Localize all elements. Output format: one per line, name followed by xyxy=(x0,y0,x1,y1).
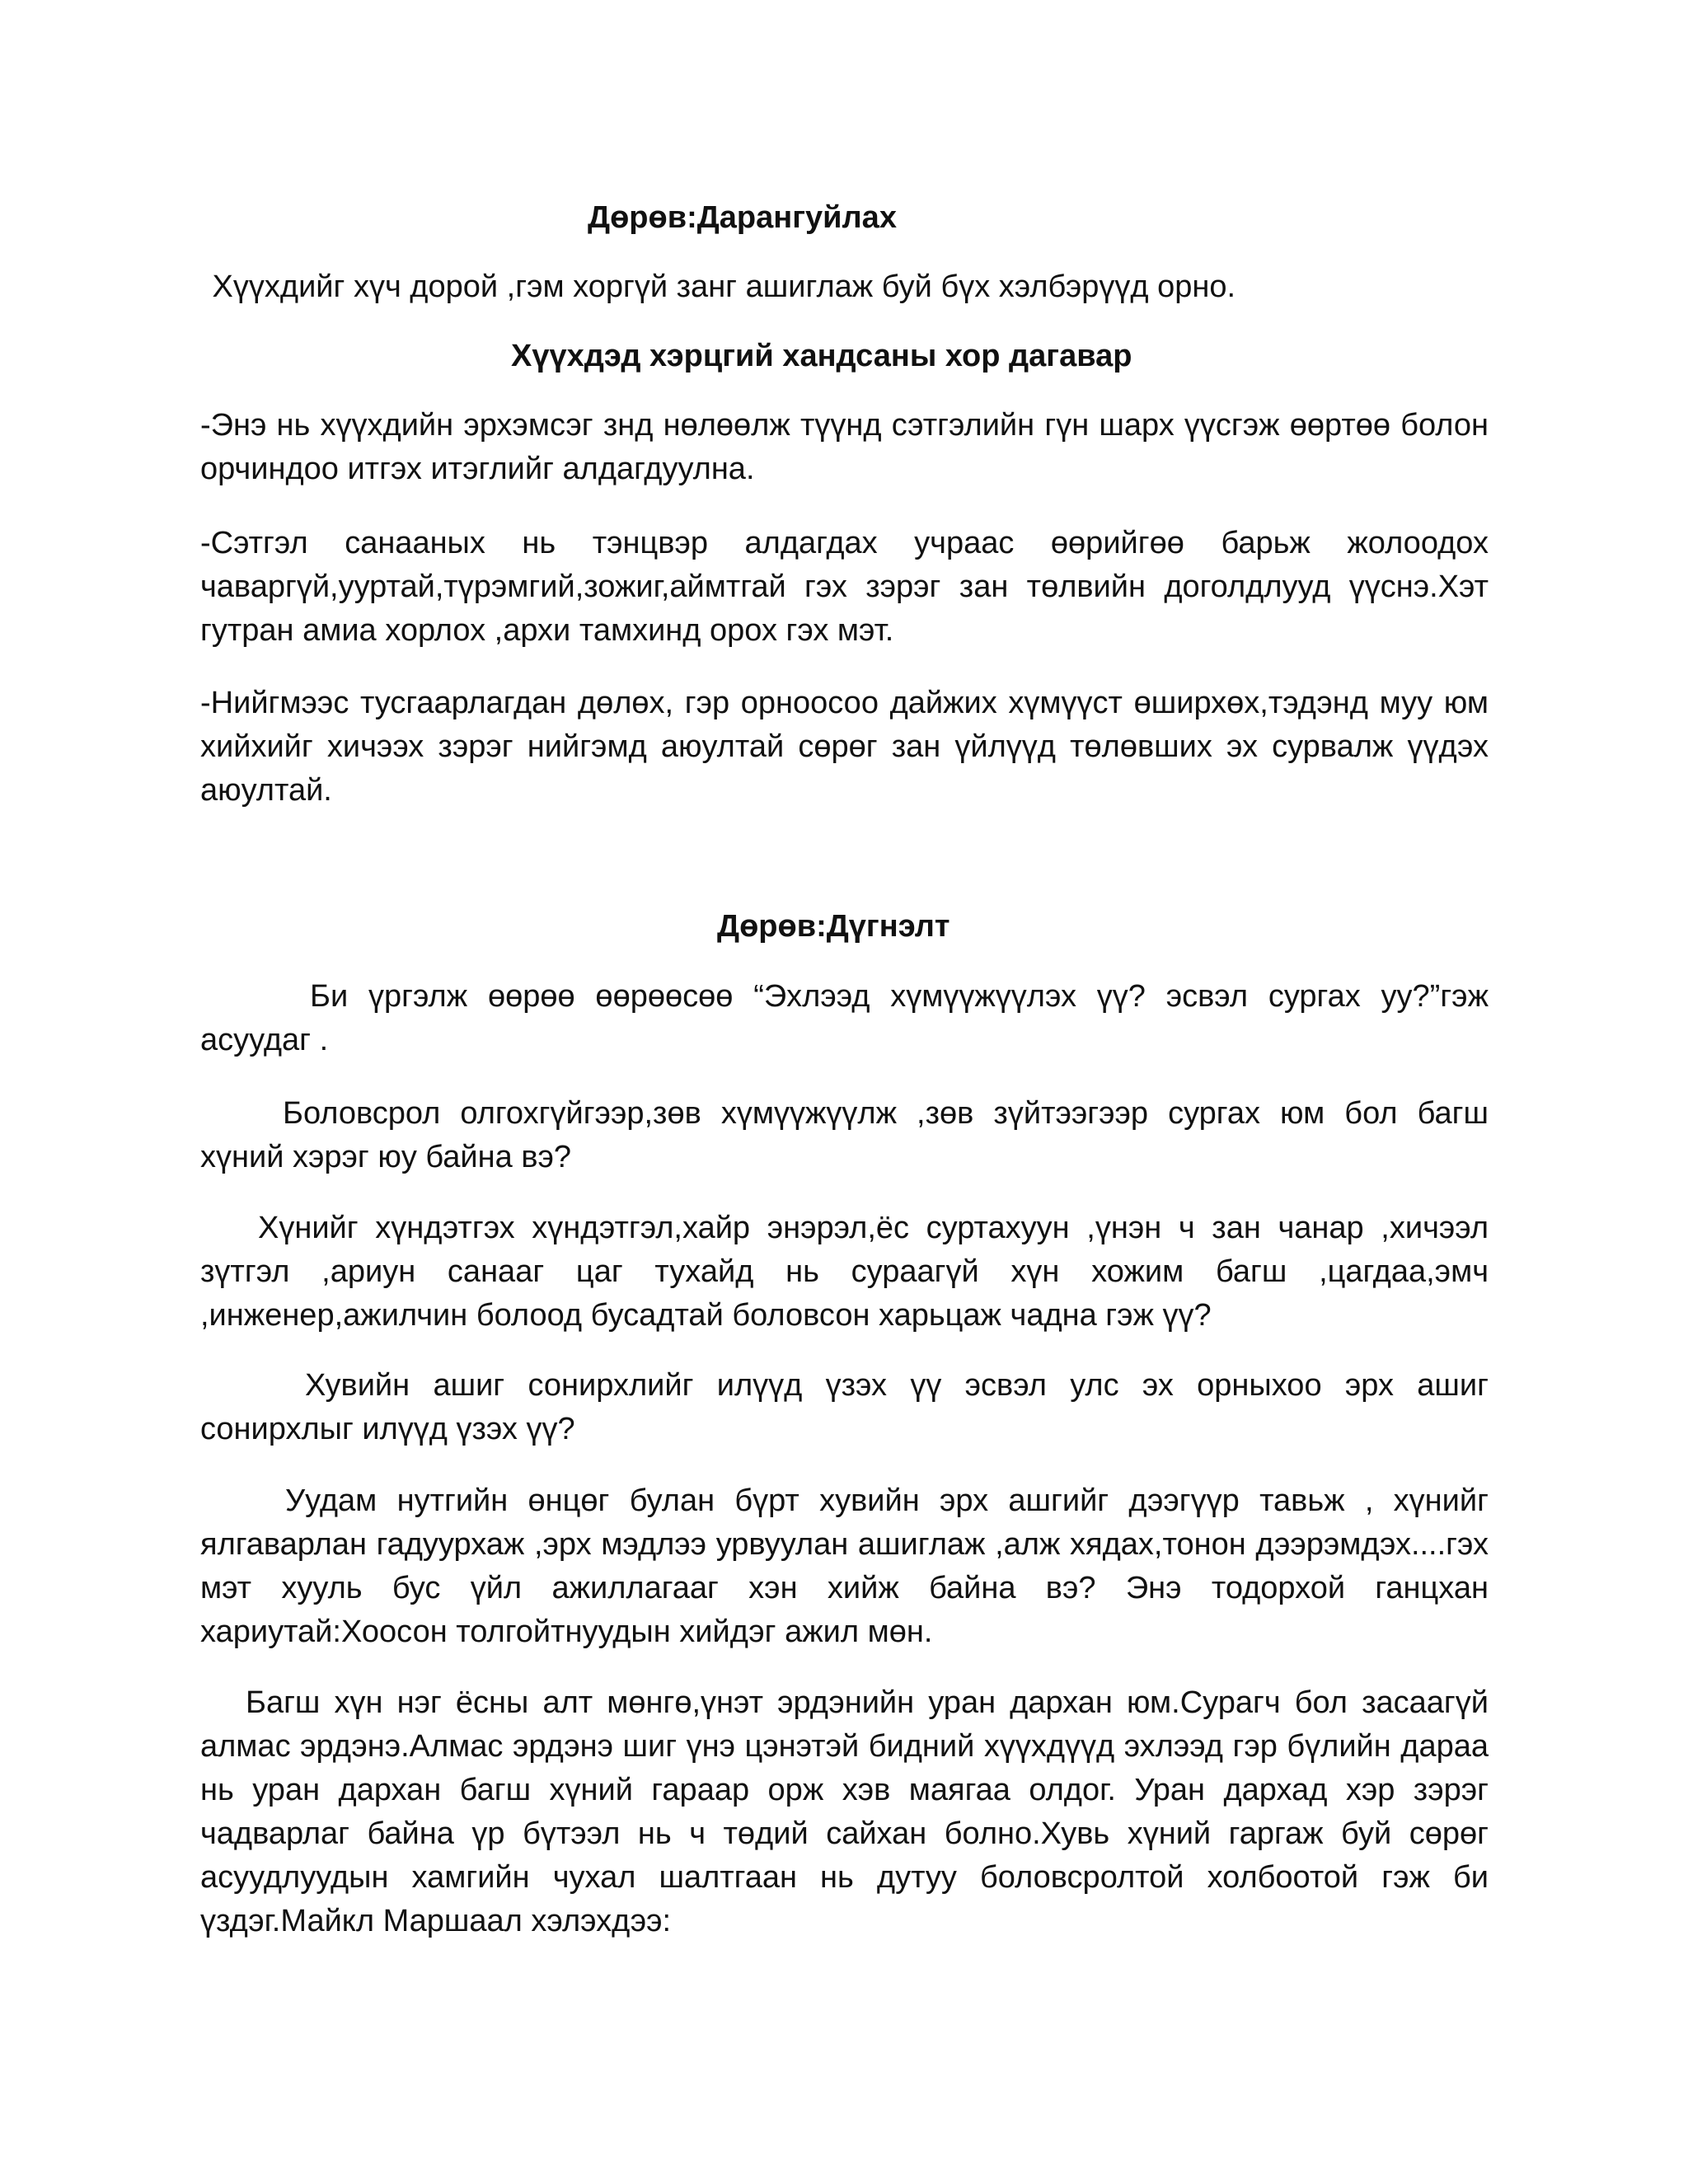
conclusion-paragraph-4: Хувийн ашиг сонирхлийг илүүд үзэх үү эсвэл улс эх орныхоо эрх ашиг сонирхлыг илүүд үзэх үү? xyxy=(200,1368,1489,1446)
heading-darangulah: Дөрөв:Дарангуйлах xyxy=(588,200,897,235)
effect-paragraph-2: -Сэтгэл санааных нь тэнцвэр алдагдах учраас өөрийгөө барьж жолоодох чаваргүй,ууртай,түрэмгий,зожиг,аймтгай гэх зэрэг зан төлвийн доголдлууд үүснэ.Хэт гутран амиа хорлох ,архи тамхинд орох гэх мэт. xyxy=(200,526,1489,648)
conclusion-paragraph-2: Боловсрол олгохгүйгээр,зөв хүмүүжүүлж ,зөв зүйтээгээр сургах юм бол багш хүний хэрэг юу байна вэ? xyxy=(200,1096,1489,1174)
effect-paragraph-3: -Нийгмээс тусгаарлагдан дөлөх, гэр орноосоо дайжих хүмүүст өширхөх,тэдэнд муу юм хийхийг хичээх зэрэг нийгэмд аюултай сөрөг зан үйлүүд төлөвших эх сурвалж үүдэх аюултай. xyxy=(200,686,1489,808)
conclusion-paragraph-3: Хүнийг хүндэтгэх хүндэтгэл,хайр энэрэл,ёс суртахуун ,үнэн ч зан чанар ,хичээл зүтгэл ,ариун санааг цаг тухайд нь сураагүй хүн хожим багш ,цагдаа,эмч ,инженер,ажилчин болоод бусадтай боловсон харьцаж чадна гэж үү? xyxy=(200,1211,1489,1333)
conclusion-paragraph-5: Уудам нутгийн өнцөг булан бүрт хувийн эрх ашгийг дээгүүр тавьж , хүнийг ялгаварлан гадуурхаж ,эрх мэдлээ урвуулан ашиглаж ,алж хядах,тонон дээрэмдэх....гэх мэт хууль бус үйл ажиллагааг хэн хийж байна вэ? Энэ тодорхой ганцхан хариутай:Хоосон толгойтнуудын хийдэг ажил мөн. xyxy=(200,1483,1489,1649)
heading-conclusion: Дөрөв:Дүгнэлт xyxy=(717,909,950,944)
conclusion-paragraph-1: Би үргэлж өөрөө өөрөөсөө “Эхлээд хүмүүжүүлэх үү? эсвэл сургах уу?”гэж асуудаг . xyxy=(200,979,1489,1057)
heading-harmful-effects: Хүүхдэд хэрцгий хандсаны хор дагавар xyxy=(511,339,1132,373)
intro-paragraph: Хүүхдийг хүч дорой ,гэм хоргүй занг ашиглаж буй бүх хэлбэрүүд орно. xyxy=(204,269,1236,304)
conclusion-paragraph-6: Багш хүн нэг ёсны алт мөнгө,үнэт эрдэнийн уран дархан юм.Сурагч бол засаагүй алмас эрдэнэ.Алмас эрдэнэ шиг үнэ цэнэтэй бидний хүүхдүүд эхлээд гэр бүлийн дараа нь уран дархан багш хүний гараар орж хэв маягаа олдог. Уран дархад хэр зэрэг чадварлаг байна үр бүтээл нь ч төдий сайхан болно.Хувь хүний гаргаж буй сөрөг асуудлуудын хамгийн чухал шалтгаан нь дутуу боловсролтой холбоотой гэж би үздэг.Майкл Маршаал хэлэхдээ: xyxy=(200,1685,1489,1938)
effect-paragraph-1: -Энэ нь хүүхдийн эрхэмсэг знд нөлөөлж түүнд сэтгэлийн гүн шарх үүсгэж өөртөө болон орчиндоо итгэх итэглийг алдагдуулна. xyxy=(200,408,1489,486)
